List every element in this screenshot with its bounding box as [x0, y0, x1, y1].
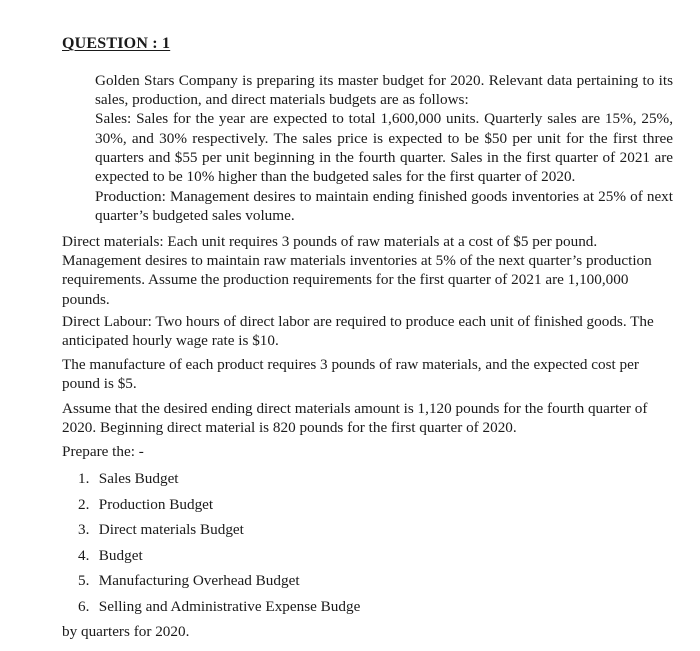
- list-item-number: 1.: [78, 470, 90, 487]
- closing-section: [62, 622, 674, 641]
- list-item: [78, 520, 360, 546]
- list-item-label: Production Budget: [98, 495, 214, 513]
- question-title: QUESTION : 1: [62, 35, 171, 52]
- prepare-heading-section: [62, 442, 674, 461]
- intro-section: [95, 71, 673, 186]
- list-item-label: Selling and Administrative Expense Budge: [98, 597, 361, 615]
- list-item-number: 6.: [78, 597, 90, 615]
- list-item-number: 3.: [78, 521, 90, 538]
- prepare-list: [78, 469, 360, 622]
- closing-line: by quarters for 2020.: [62, 623, 190, 640]
- prepare-heading: Prepare the: -: [62, 443, 144, 460]
- list-item: [78, 469, 360, 495]
- manufacture-section: [62, 355, 674, 393]
- sales-paragraph: Sales: Sales for the year are expected to total 1,600,000 units. Quarterly sales are 15%, 25%, 30%, and 30% respectively. The sales price is expected to be $50 per unit for the first three quarters and $55 per unit beginning in the fourth quarter. Sales in the first quarter of 2021 are expected to be 10% higher than the budgeted sales for the first quarter of 2020.: [95, 110, 673, 186]
- list-item: [78, 597, 360, 623]
- direct-labour-section: [62, 312, 674, 350]
- manufacture-paragraph: The manufacture of each product requires 3 pounds of raw materials, and the expected cost per pound is $5.: [62, 356, 639, 393]
- list-item: [78, 546, 360, 572]
- list-item-label: Direct materials Budget: [98, 521, 244, 538]
- list-item-label: Manufacturing Overhead Budget: [98, 572, 300, 589]
- list-item: [78, 495, 360, 521]
- list-item: [78, 571, 360, 597]
- list-item-number: 4.: [78, 546, 90, 564]
- direct-labour-paragraph: Direct Labour: Two hours of direct labor are required to produce each unit of finished goods. The anticipated hourly wage rate is $10.: [62, 313, 654, 350]
- list-item-number: 2.: [78, 495, 90, 513]
- direct-materials-paragraph: Direct materials: Each unit requires 3 pounds of raw materials at a cost of $5 per pound. Management desires to maintain raw materials inventories at 5% of the next quarter’s production requirements. Assume the production requirements for the first quarter of 2021 are 1,100,000 pounds.: [62, 233, 652, 308]
- direct-materials-section: [62, 232, 674, 309]
- production-paragraph: Production: Management desires to maintain ending finished goods inventories at 25% of next quarter’s budgeted sales volume.: [95, 188, 673, 225]
- intro-paragraph: Golden Stars Company is preparing its master budget for 2020. Relevant data pertaining to its sales, production, and direct materials budgets are as follows:: [95, 72, 673, 109]
- list-item-label: Budget: [98, 546, 143, 564]
- list-item-label: Sales Budget: [98, 470, 179, 487]
- production-section: [95, 187, 673, 225]
- assume-paragraph: Assume that the desired ending direct materials amount is 1,120 pounds for the fourth quarter of 2020. Beginning direct material is 820 pounds for the first quarter of 2020.: [62, 400, 648, 437]
- list-item-number: 5.: [78, 572, 90, 589]
- assume-section: [62, 399, 674, 437]
